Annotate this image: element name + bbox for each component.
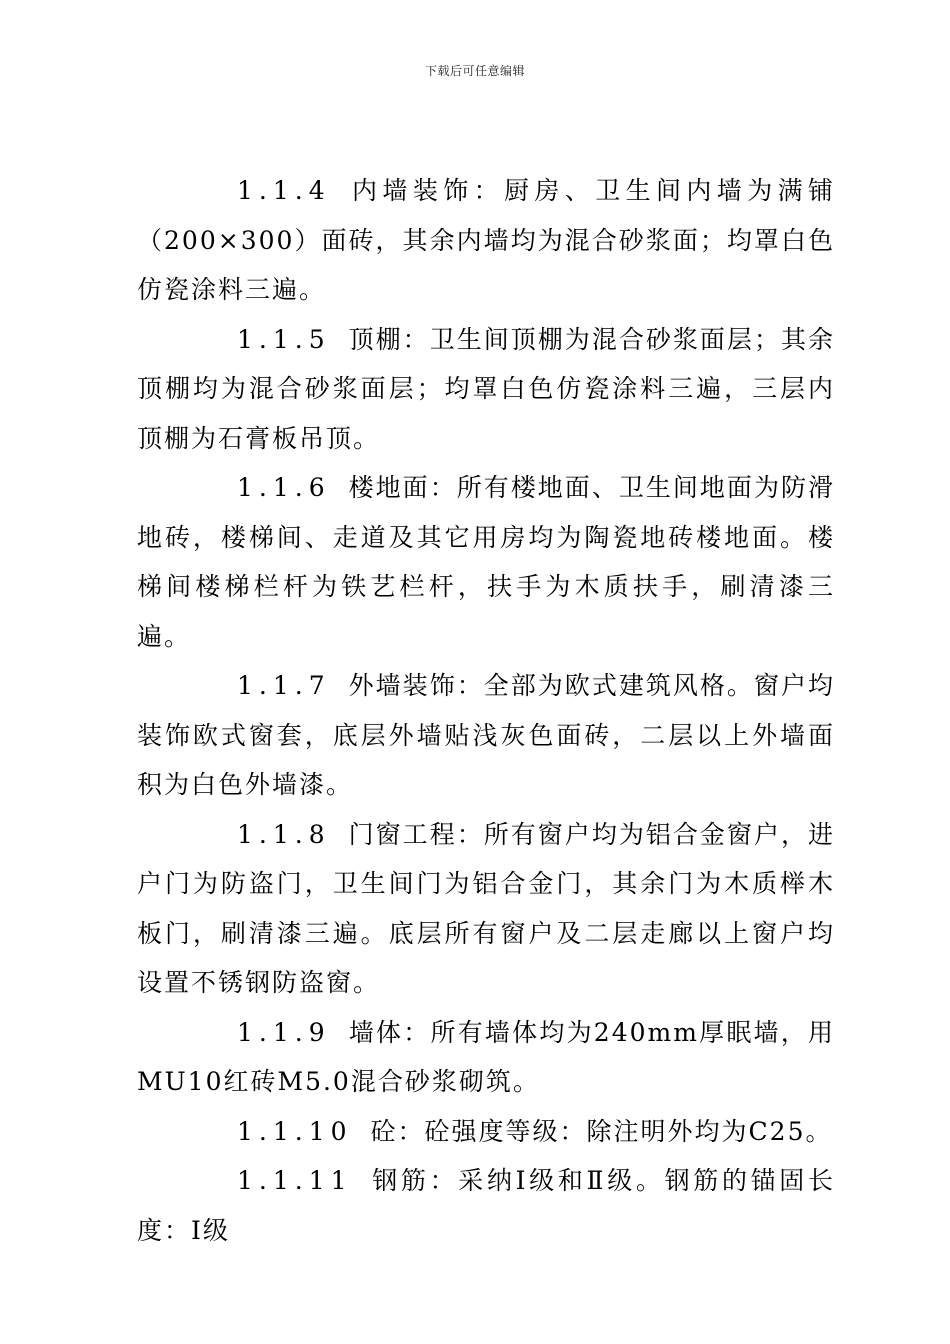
section-number: 1.1.10 <box>237 1116 353 1146</box>
paragraph-text: 钢筋：采纳Ⅰ级和Ⅱ级。钢筋的锚固长度：Ⅰ级 <box>137 1166 835 1245</box>
paragraph-1-1-4 <box>137 166 835 315</box>
section-number: 1.1.9 <box>237 1017 331 1047</box>
paragraph-text: 外墙装饰：全部为欧式建筑风格。窗户均装饰欧式窗套，底层外墙贴浅灰色面砖，二层以上外墙面积为白色外墙漆。 <box>137 671 835 799</box>
paragraph-1-1-8 <box>137 810 835 1008</box>
section-number: 1.1.8 <box>237 819 331 849</box>
section-number: 1.1.7 <box>237 671 331 700</box>
paragraph-1-1-7 <box>137 661 835 810</box>
paragraph-text: 墙体：所有墙体均为240mm厚眠墙，用MU10红砖M5.0混合砂浆砌筑。 <box>137 1017 835 1096</box>
paragraph-text: 顶棚：卫生间顶棚为混合砂浆面层；其余顶棚均为混合砂浆面层；均罩白色仿瓷涂料三遍，三层内顶棚为石膏板吊顶。 <box>137 324 835 453</box>
section-number: 1.1.11 <box>237 1166 353 1195</box>
page-header: 下载后可任意编辑 <box>424 64 525 78</box>
paragraph-text: 砼：砼强度等级：除注明外均为C25。 <box>370 1116 833 1146</box>
paragraph-1-1-11 <box>137 1156 835 1255</box>
document-body <box>137 166 835 1255</box>
paragraph-text: 楼地面：所有楼地面、卫生间地面为防滑地砖，楼梯间、走道及其它用房均为陶瓷地砖楼地面。楼梯间楼梯栏杆为铁艺栏杆，扶手为木质扶手，刷清漆三遍。 <box>137 473 835 651</box>
paragraph-1-1-10 <box>137 1107 835 1157</box>
section-number: 1.1.4 <box>237 176 331 205</box>
paragraph-1-1-6 <box>137 463 835 661</box>
section-number: 1.1.6 <box>237 473 331 502</box>
paragraph-1-1-5 <box>137 315 835 464</box>
paragraph-text: 内墙装饰：厨房、卫生间内墙为满铺（200×300）面砖，其余内墙均为混合砂浆面；均罩白色仿瓷涂料三遍。 <box>137 176 835 304</box>
paragraph-text: 门窗工程：所有窗户均为铝合金窗户，进户门为防盗门，卫生间门为铝合金门，其余门为木质榉木板门，刷清漆三遍。底层所有窗户及二层走廊以上窗户均设置不锈钢防盗窗。 <box>137 819 835 997</box>
section-number: 1.1.5 <box>237 324 331 354</box>
paragraph-1-1-9 <box>137 1008 835 1107</box>
